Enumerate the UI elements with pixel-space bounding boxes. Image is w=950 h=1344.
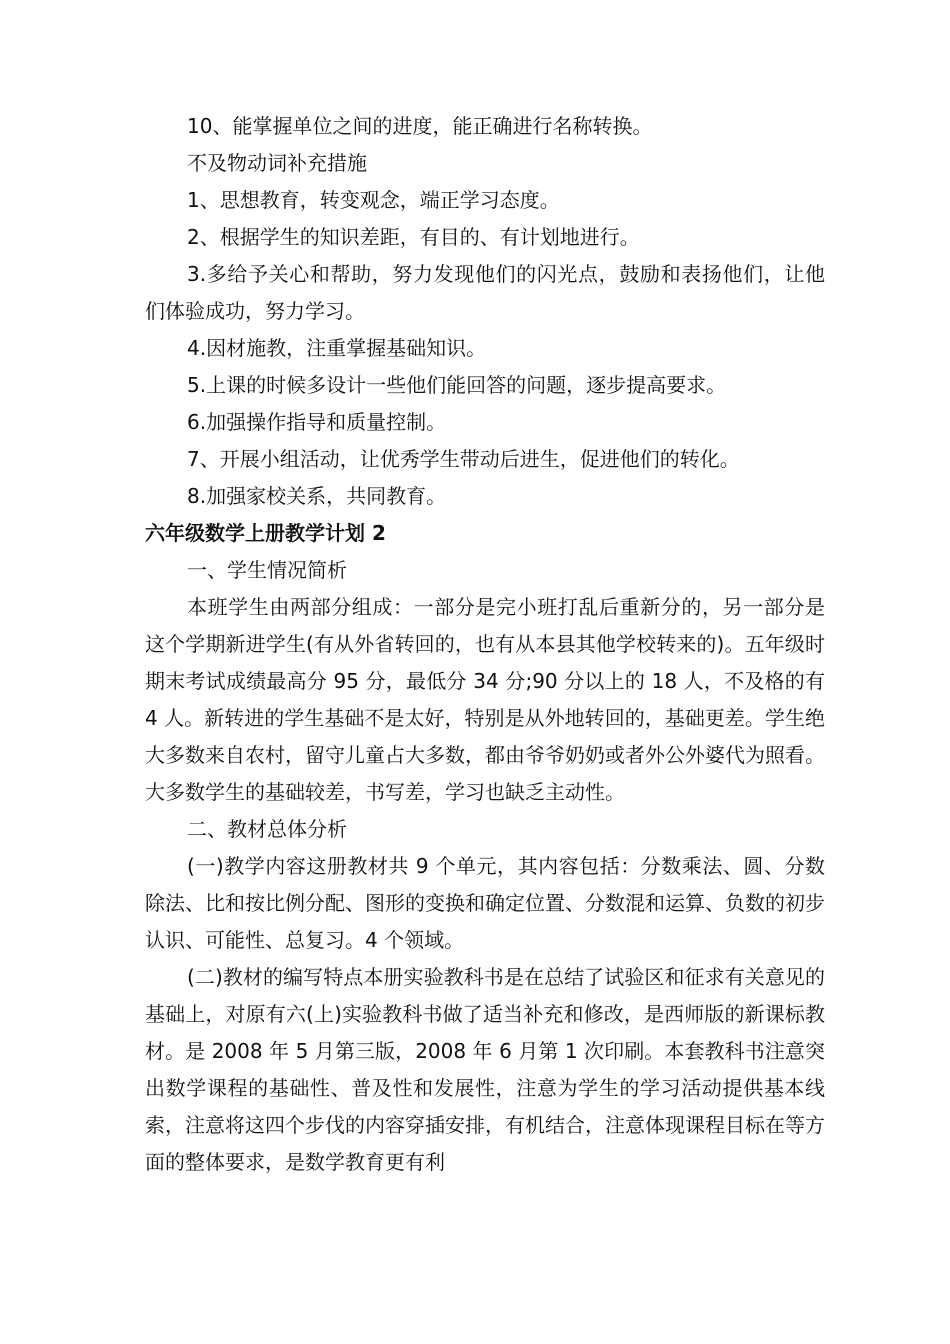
- paragraph: (一)教学内容这册教材共 9 个单元，其内容包括：分数乘法、圆、分数除法、比和按比例分配、图形的变换和确定位置、分数混和运算、负数的初步认识、可能性、总复习。4 个领域。: [145, 854, 825, 952]
- section-heading: 六年级数学上册教学计划 2: [145, 521, 386, 545]
- paragraph: 4.因材施教，注重掌握基础知识。: [187, 336, 487, 360]
- paragraph: (二)教材的编写特点本册实验教科书是在总结了试验区和征求有关意见的基础上，对原有六(上)实验教科书做了适当补充和修改，是西师版的新课标教材。是 2008 年 5 月第三版，2008 年 6 月第 1 次印刷。本套教科书注意突出数学课程的基础性、普及性和发展性，注意为学生的学习活动提供基本线索，注意将这四个步伐的内容穿插安排，有机结合，注意体现课程目标在等方面的整体要求，是数学教育更有利: [145, 965, 825, 1174]
- paragraph: 二、教材总体分析: [187, 817, 347, 841]
- paragraph: 7、开展小组活动，让优秀学生带动后进生，促进他们的转化。: [187, 447, 740, 471]
- document-body: [145, 108, 825, 1181]
- paragraph: 2、根据学生的知识差距，有目的、有计划地进行。: [187, 225, 640, 249]
- paragraph: 10、能掌握单位之间的进度，能正确进行名称转换。: [187, 114, 653, 138]
- paragraph: 5.上课的时候多设计一些他们能回答的问题，逐步提高要求。: [187, 373, 727, 397]
- paragraph: 不及物动词补充措施: [187, 151, 367, 175]
- paragraph: 本班学生由两部分组成：一部分是完小班打乱后重新分的，另一部分是这个学期新进学生(有从外省转回的，也有从本县其他学校转来的)。五年级时期末考试成绩最高分 95 分，最低分 34 分;90 分以上的 18 人，不及格的有 4 人。新转进的学生基础不是太好，特别是从外地转回的，基础更差。学生绝大多数来自农村，留守儿童占大多数，都由爷爷奶奶或者外公外婆代为照看。大多数学生的基础较差，书写差，学习也缺乏主动性。: [145, 595, 825, 804]
- paragraph: 8.加强家校关系，共同教育。: [187, 484, 447, 508]
- paragraph: 6.加强操作指导和质量控制。: [187, 410, 447, 434]
- paragraph: 一、学生情况简析: [187, 558, 347, 582]
- paragraph: 3.多给予关心和帮助，努力发现他们的闪光点，鼓励和表扬他们，让他们体验成功，努力学习。: [145, 262, 825, 323]
- paragraph: 1、思想教育，转变观念，端正学习态度。: [187, 188, 560, 212]
